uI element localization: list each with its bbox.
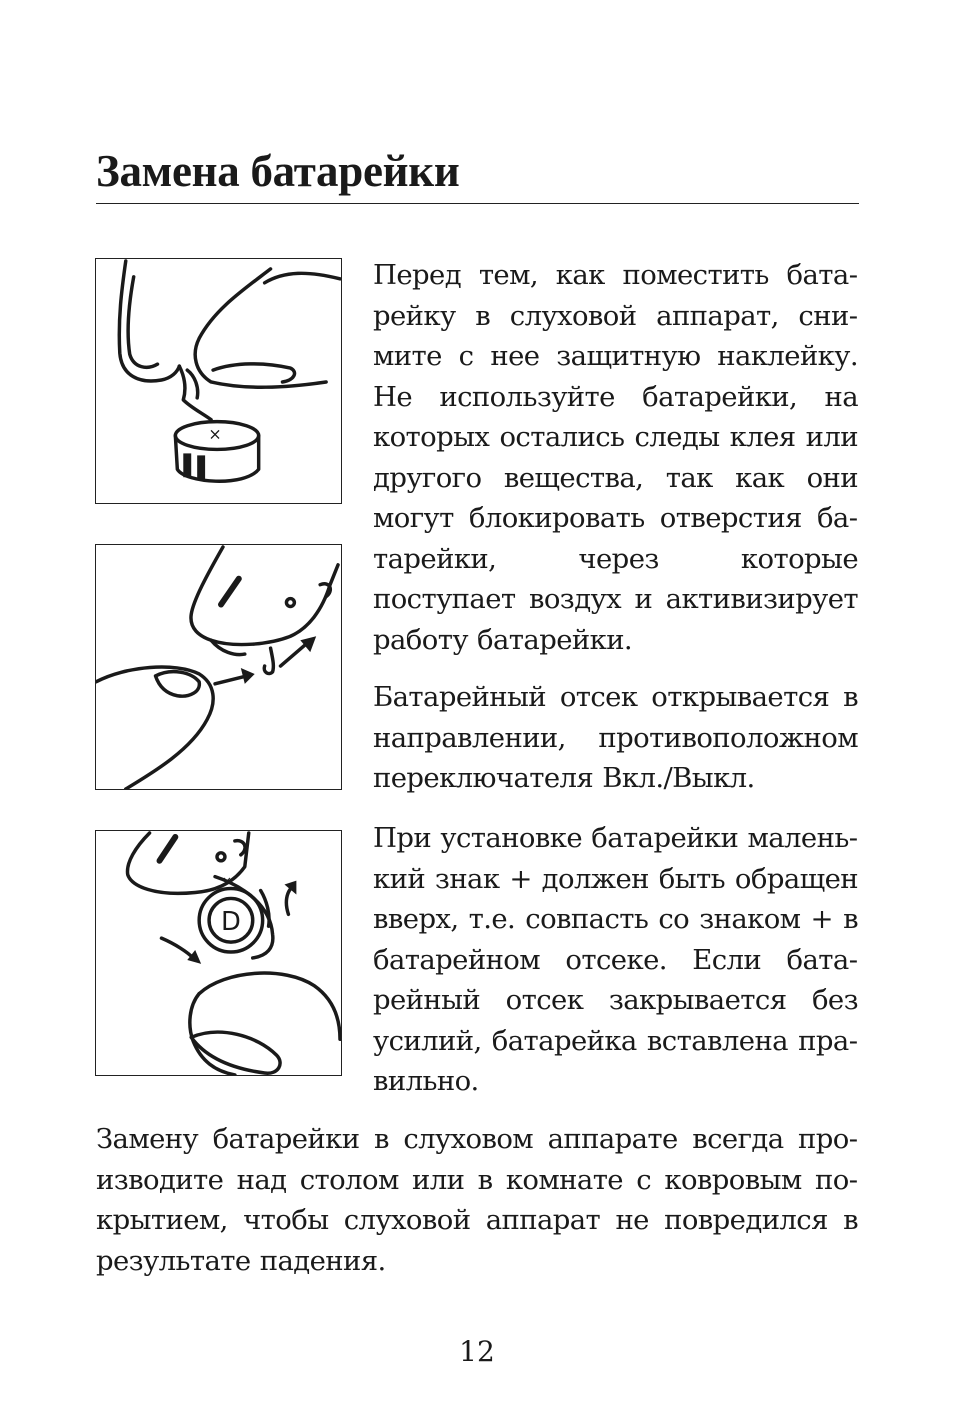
title-divider — [96, 203, 859, 204]
page-title: Замена батарейки — [96, 146, 460, 196]
paragraph-compartment: Батарейный отсек открывается в направлении, противоположном переключателя Вкл./Выкл. — [373, 681, 858, 794]
insert-battery-illustration — [95, 830, 342, 1076]
peel-battery-sticker-illustration — [95, 258, 342, 504]
paragraph-safety: Замену батарейки в слуховом аппарате всегда производите над столом или в комнате с ковровым покрытием, чтобы слуховой аппарат не повредился в результате падения. — [96, 1123, 858, 1277]
paragraph-insert: При установке батарейки маленький знак + должен быть обращен вверх, т.е. совпасть со знаком + в батарейном отсеке. Если батарейный отсек закрывается без усилий, батарейка вставлена правильно. — [373, 822, 858, 1097]
paragraph-sticker: Перед тем, как поместить батарейку в слуховой аппарат, снимите с нее защитную наклейку. Не используйте батарейки, на которых остались следы клея или другого вещества, так как они могут блокировать отверстия батарейки, через которые поступает воздух и активизирует работу батарейки. — [373, 259, 858, 656]
svg-text:×: × — [221, 873, 232, 888]
svg-text:×: × — [208, 424, 222, 444]
page-number: 12 — [459, 1335, 495, 1368]
battery-mark: D — [220, 907, 241, 938]
open-battery-compartment-illustration — [95, 544, 342, 790]
